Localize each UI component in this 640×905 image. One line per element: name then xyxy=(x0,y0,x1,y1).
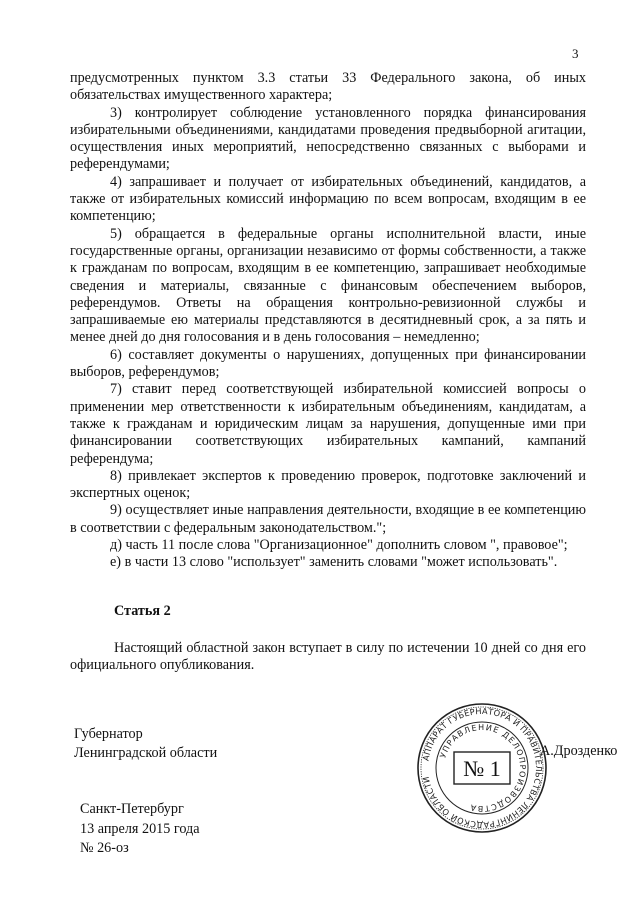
paragraph: 7) ставит перед соответствующей избирательной комиссией вопросы о применении мер ответственности к избирательным объединениям, кандидатам, а также к гражданам и юридическим лицам за нарушения, допущенные ими при финансировании соответствующих избирательных кампаний, кампаний референдума; xyxy=(70,381,586,467)
paragraph: д) часть 11 после слова "Организационное" дополнить словом ", правовое"; xyxy=(110,537,568,554)
law-body xyxy=(70,70,586,572)
stamp-inner-text: УПРАВЛЕНИЕ ДЕЛОПРОИЗВОДСТВА xyxy=(438,722,528,814)
signatory-title xyxy=(74,725,217,763)
stamp-number: № 1 xyxy=(463,756,501,781)
paragraph: 3) контролирует соблюдение установленного порядка финансирования избирательными объединениями, кандидатами проведения предвыборной агитации, осуществления иных мероприятий, непосредственно связанных с выборами и референдумами; xyxy=(70,104,586,173)
paragraph: 9) осуществляет иные направления деятельности, входящие в ее компетенцию в соответствии с федеральным законодательством."; xyxy=(70,502,586,536)
closing-paragraph: Настоящий областной закон вступает в силу по истечении 10 дней со дня его официального опубликования. xyxy=(70,640,586,674)
footer-city: Санкт-Петербург xyxy=(80,801,184,817)
paragraph: 8) привлекает экспертов к проведению проверок, подготовке заключений и экспертных оценок; xyxy=(70,467,586,502)
signatory-name: А.Дрозденко xyxy=(540,743,618,759)
footer-date: 13 апреля 2015 года xyxy=(80,820,200,837)
paragraph: 5) обращается в федеральные органы исполнительной власти, иные государственные органы, организации независимо от формы собственности, а также к гражданам по вопросам, входящим в ее компетенцию, запрашивает необходимые сведения и материалы, связанные с финансовым обеспечением выборов, референдумов. Ответы на обращения контрольно-ревизионной службы и запрашиваемые ею материалы представляются в десятидневный срок, а за пять и менее дней до дня голосования и в день голосования – немедленно; xyxy=(70,225,586,346)
paragraph: 6) составляет документы о нарушениях, допущенных при финансировании выборов, референдумов; xyxy=(70,346,586,381)
article-heading: Статья 2 xyxy=(114,603,171,619)
paragraph: 4) запрашивает и получает от избирательных объединений, кандидатов, а также от избирательных комиссий информацию по всем вопросам, входящим в ее компетенцию; xyxy=(70,173,586,225)
stamp-ring-text: АППАРАТ ГУБЕРНАТОРА И ПРАВИТЕЛЬСТВА ЛЕНИНГРАДСКОЙ ОБЛАСТИ xyxy=(420,705,545,831)
page-number: 3 xyxy=(572,46,579,61)
signatory-title-line: Ленинградской области xyxy=(74,745,218,761)
paragraph: предусмотренных пунктом 3.3 статьи 33 Федерального закона, об иных обязательствах имущественного характера; xyxy=(70,70,586,104)
official-stamp xyxy=(414,700,550,836)
paragraph: е) в части 13 слово "использует" заменить словами "может использовать". xyxy=(110,554,558,571)
signatory-title-line: Губернатор xyxy=(74,726,143,742)
footer-number: № 26-оз xyxy=(80,840,129,856)
document-footer xyxy=(80,800,200,859)
